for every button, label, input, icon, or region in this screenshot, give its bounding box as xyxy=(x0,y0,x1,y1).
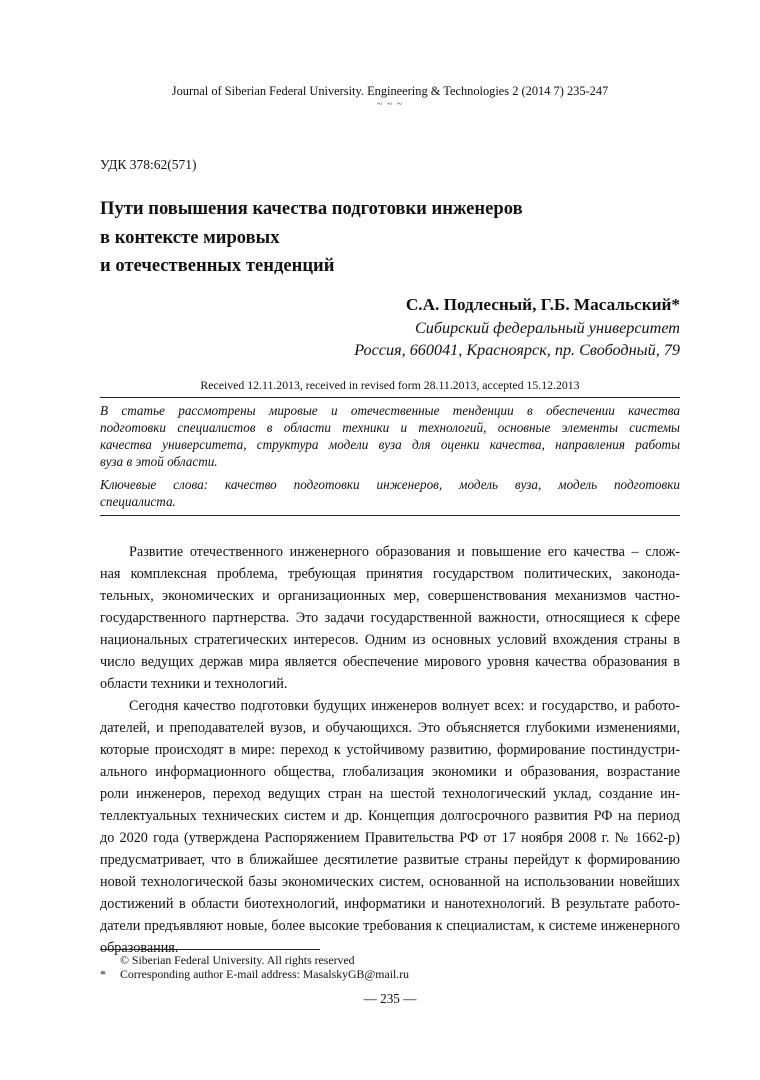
body-line: ального информационного общества, глобализация экономики и образования, возрастание xyxy=(100,764,680,780)
footnote-corresponding xyxy=(100,967,409,982)
abstract-text xyxy=(100,402,680,470)
title-line: в контексте мировых xyxy=(100,226,280,248)
keywords xyxy=(100,476,680,510)
body-line: теллектуальных технических систем и др. Концепция долгосрочного развития РФ на период xyxy=(100,808,680,824)
authors: С.А. Подлесный, Г.Б. Масальский* xyxy=(405,295,680,314)
article-title xyxy=(100,195,660,281)
keywords-line: специалиста. xyxy=(100,494,176,509)
abstract-line: вуза в этой области. xyxy=(100,454,218,469)
body-line: образования. xyxy=(100,940,179,956)
footnote-rule xyxy=(100,949,320,950)
title-line: Пути повышения качества подготовки инженеров xyxy=(100,198,523,219)
affiliation-address: Россия, 660041, Красноярск, пр. Свободный, 79 xyxy=(354,341,680,359)
body-line: предусматривает, что в ближайшее десятилетие развитые страны перейдут к формированию xyxy=(100,852,680,868)
body-line: ная комплексная проблема, требующая принятия государством политических, законода- xyxy=(100,566,680,582)
body-line: которые происходят в мире: переход к устойчивому развитию, формирование постиндустри- xyxy=(100,742,680,758)
footnote-copyright: © Siberian Federal University. All rights reserved xyxy=(120,953,355,967)
received-dates: Received 12.11.2013, received in revised form 28.11.2013, accepted 15.12.2013 xyxy=(200,378,580,392)
footnote-email-text: Corresponding author E-mail address: MasalskyGB@mail.ru xyxy=(120,967,410,981)
page-number: — 235 — xyxy=(363,991,417,1006)
footnote-mark: * xyxy=(100,967,106,981)
body-line: национальных стратегических интересов. Одним из основных условий вхождения страны в xyxy=(100,632,680,648)
body-line: области техники и технологий. xyxy=(100,676,288,692)
body-line: тельных, экономических и организационных мер, совершенствования механизмов частно- xyxy=(100,588,680,604)
body-line: Развитие отечественного инженерного образования и повышение его качества – слож- xyxy=(129,544,680,560)
body-line: роли инженеров, переход ведущих стран на шестой технологический уклад, создание ин- xyxy=(100,786,680,802)
body-line: государственного партнерства. Это задачи государственной важности, относящиеся к сфере xyxy=(100,610,680,626)
journal-header: Journal of Siberian Federal University. Engineering & Technologies 2 (2014 7) 235-247 xyxy=(171,84,609,98)
abstract-line: подготовки специалистов в области техники и технологий, основные элементы системы xyxy=(100,420,680,435)
body-line: датели предъявляют новые, более высокие требования к специалистам, к системе инженерного xyxy=(100,918,680,934)
body-line: Сегодня качество подготовки будущих инженеров волнует всех: и государство, и работо- xyxy=(129,698,680,714)
abstract-top-rule xyxy=(100,397,680,398)
header-ornament: ~ ~ ~ xyxy=(376,99,404,110)
body-line: до 2020 года (утверждена Распоряжением Правительства РФ от 17 ноября 2008 г. № 1662-р) xyxy=(100,830,680,846)
title-line: и отечественных тенденций xyxy=(100,255,335,276)
abstract-line: В статье рассмотрены мировые и отечественные тенденции в обеспечении качества xyxy=(100,403,680,418)
body-text xyxy=(100,541,680,959)
abstract xyxy=(100,402,680,510)
abstract-line: качества университета, структура модели вуза для оценки качества, направления работы xyxy=(100,437,680,452)
body-line: новой технологической базы экономических систем, основанной на использовании новейших xyxy=(100,874,680,890)
body-line: достижений в области биотехнологий, информатики и нанотехнологий. В результате работо- xyxy=(100,896,680,912)
keywords-line: Ключевые слова: качество подготовки инженеров, модель вуза, модель подготовки xyxy=(100,477,680,492)
body-line: число ведущих держав мира является обеспечение мирового уровня качества образования в xyxy=(100,654,680,670)
body-line: дателей, и преподавателей вузов, и обучающихся. Это объясняется глубокими изменениями, xyxy=(100,720,680,736)
udc-code: УДК 378:62(571) xyxy=(100,157,197,172)
abstract-bottom-rule xyxy=(100,515,680,516)
affiliation-university: Сибирский федеральный университет xyxy=(414,319,680,337)
